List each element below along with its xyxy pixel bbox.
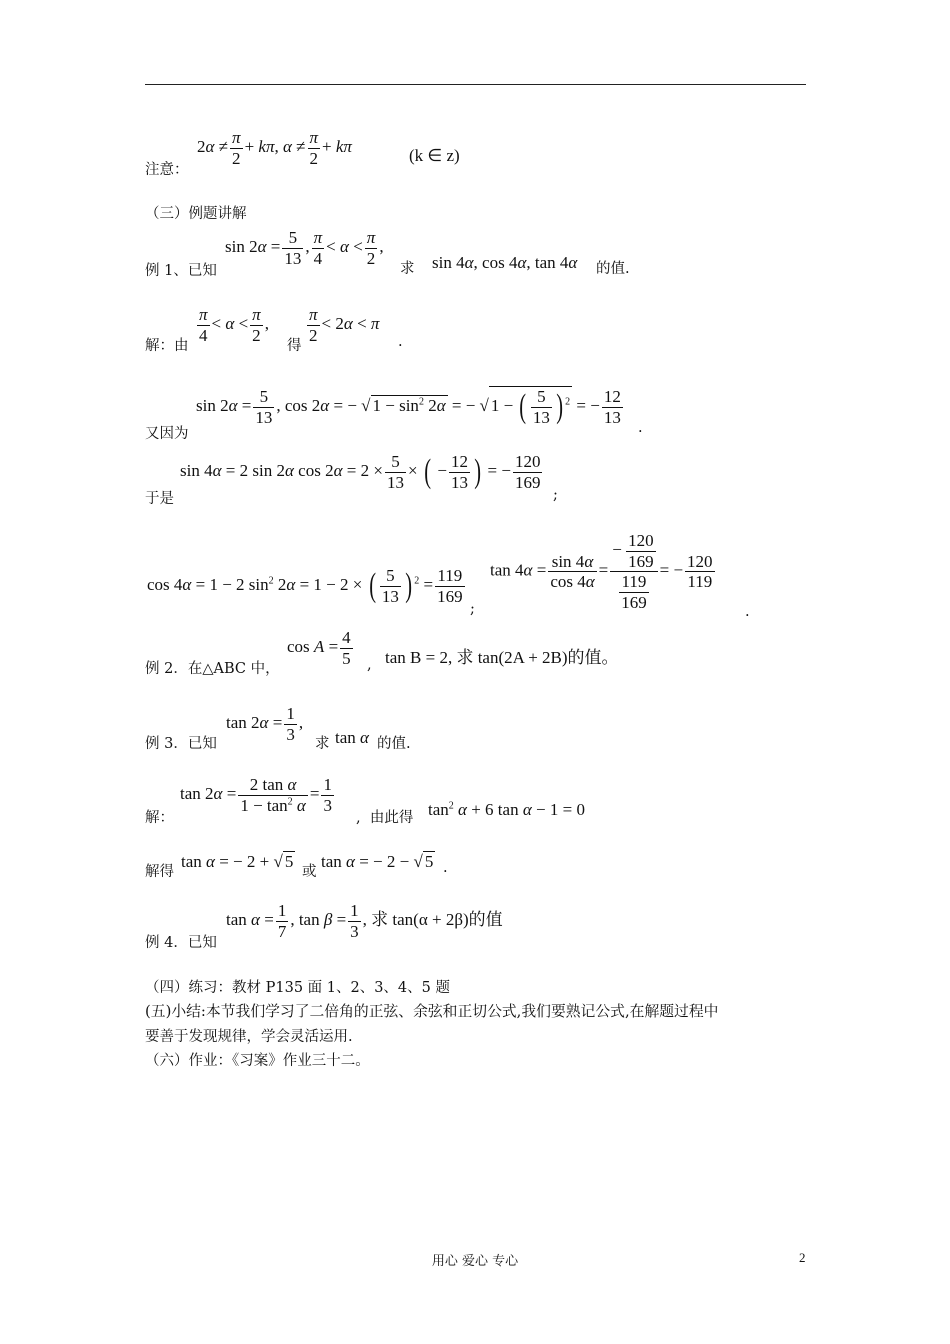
example-3-tail: 的值. [377,736,411,752]
example-4-label: 例 4．已知 [145,935,217,951]
example-3-given: tan 2α = $\frac{1}{3}$ , [226,704,304,744]
because-label: 又因为 [145,426,189,442]
example-1-given: sin 2α = $\frac{5}{13}$ , $\frac{\pi}{4}$ < α < $\frac{\pi}{2}$ , [225,228,384,268]
page-number: 2 [799,1250,806,1265]
example-1-ask: 求 [400,261,415,277]
example-3-label: 例 3．已知 [145,736,217,752]
header-rule [145,84,806,85]
solution-1-double-range: $\frac{\pi}{2}$ < 2α < π [309,305,380,345]
solution-3-label: 解： [145,810,174,826]
page-footer: 用心 爱心 专心 [431,1254,519,1269]
solve-label: 解得 [145,864,174,880]
section-5-summary-cont: 要善于发现规律，学会灵活运用. [145,1029,353,1045]
solve-dot: . [443,860,448,876]
solve-or: 或 [302,864,317,880]
solution-3-equation: tan 2α = $\frac{\text{2 tan α}}{1 - \tan^2 \alpha}$ = $\frac{1}{3}$ [180,775,332,815]
solution-1-dot: . [398,334,403,350]
example-2-cos-a: cos A = $\frac{4}{5}$ [287,628,351,668]
solution-3-quadratic: $\tan^2 \alpha + 6$ tan α − 1 = 0 [428,800,585,819]
example-3-target: tan α [335,728,369,747]
solve-root-2: tan α = − 2 − √ 5 [321,852,434,871]
cos-4a-semicolon: ; [470,601,475,617]
example-4-given: tan α = $\frac{1}{7}$ , tan β = $\frac{1}{3}$ , 求 tan(α + 2β)的值 [226,901,503,941]
solution-3-mid: , 由此得 [356,810,414,826]
note-label: 注意： [145,162,189,178]
tan-4a-result: tan 4α = $\frac{\sin 4\alpha}{\cos 4\alpha}$ = − $\frac{120}{169}$ $\frac{119}{169}$ = − $\frac{120}{119}$ [490,531,713,612]
cos-4a-result: cos 4α = 1 − 2 $\sin^2 2\alpha = 1 - 2$ × ( $\frac{5}{13}$ ) $^2$ = $\frac{119}{169}$ [147,566,463,606]
note-formula: 2α ≠ $\frac{\pi}{2}$ + kπ, α ≠ $\frac{\pi}{2}$ + kπ [197,128,352,168]
example-1-tail: 的值. [596,261,630,277]
section-6-homework: （六）作业：《习案》作业三十二。 [145,1053,370,1069]
note-condition: (k ∈ z) [409,146,460,165]
tan-4a-dot: . [745,604,750,620]
example-1-label: 例 1、已知 [145,263,217,279]
because-dot: . [638,420,643,436]
example-4-tail: , 求 tan(α + 2β)的值 [362,909,503,929]
example-2-comma: , [367,657,372,673]
example-3-ask: 求 [315,736,330,752]
example-2-label: 例 2．在△ABC 中， [145,661,280,677]
solution-1-range: $\frac{\pi}{4}$ < α < $\frac{\pi}{2}$ , [199,305,269,345]
cos-2a-derivation: sin 2α = $\frac{5}{13}$ , cos 2α = − √ $1 - \sin^2 2\alpha$ = − √ 1 − ( $\frac{5}{13}$ ) $^2$ = − $\frac{12}{13}$ [196,387,621,427]
solution-1-label: 解：由 [145,338,189,354]
example-1-targets: sin 4α, cos 4α, tan 4α [432,253,578,272]
section-4-practice: （四）练习：教材 P135 面 1、2、3、4、5 题 [145,980,450,996]
therefore-semicolon: ; [553,487,558,503]
solve-root-1: tan α = − 2 + √ 5 [181,852,294,871]
sin-4a-result: sin 4α = 2 sin 2α cos 2α = 2 × $\frac{5}{13}$ × ( − $\frac{12}{13}$ ) = − $\frac{120}{169}$ [180,452,541,492]
solution-1-get: 得 [287,338,302,354]
example-2-question: tan B = 2, 求 tan(2A + 2B)的值。 [385,648,619,667]
section-3-heading: （三）例题讲解 [145,206,247,222]
therefore-label: 于是 [145,491,174,507]
section-5-summary: (五)小结:本节我们学习了二倍角的正弦、余弦和正切公式,我们要熟记公式,在解题过程中 [145,1003,719,1020]
solution-3-mid-text: 由此得 [369,810,414,826]
